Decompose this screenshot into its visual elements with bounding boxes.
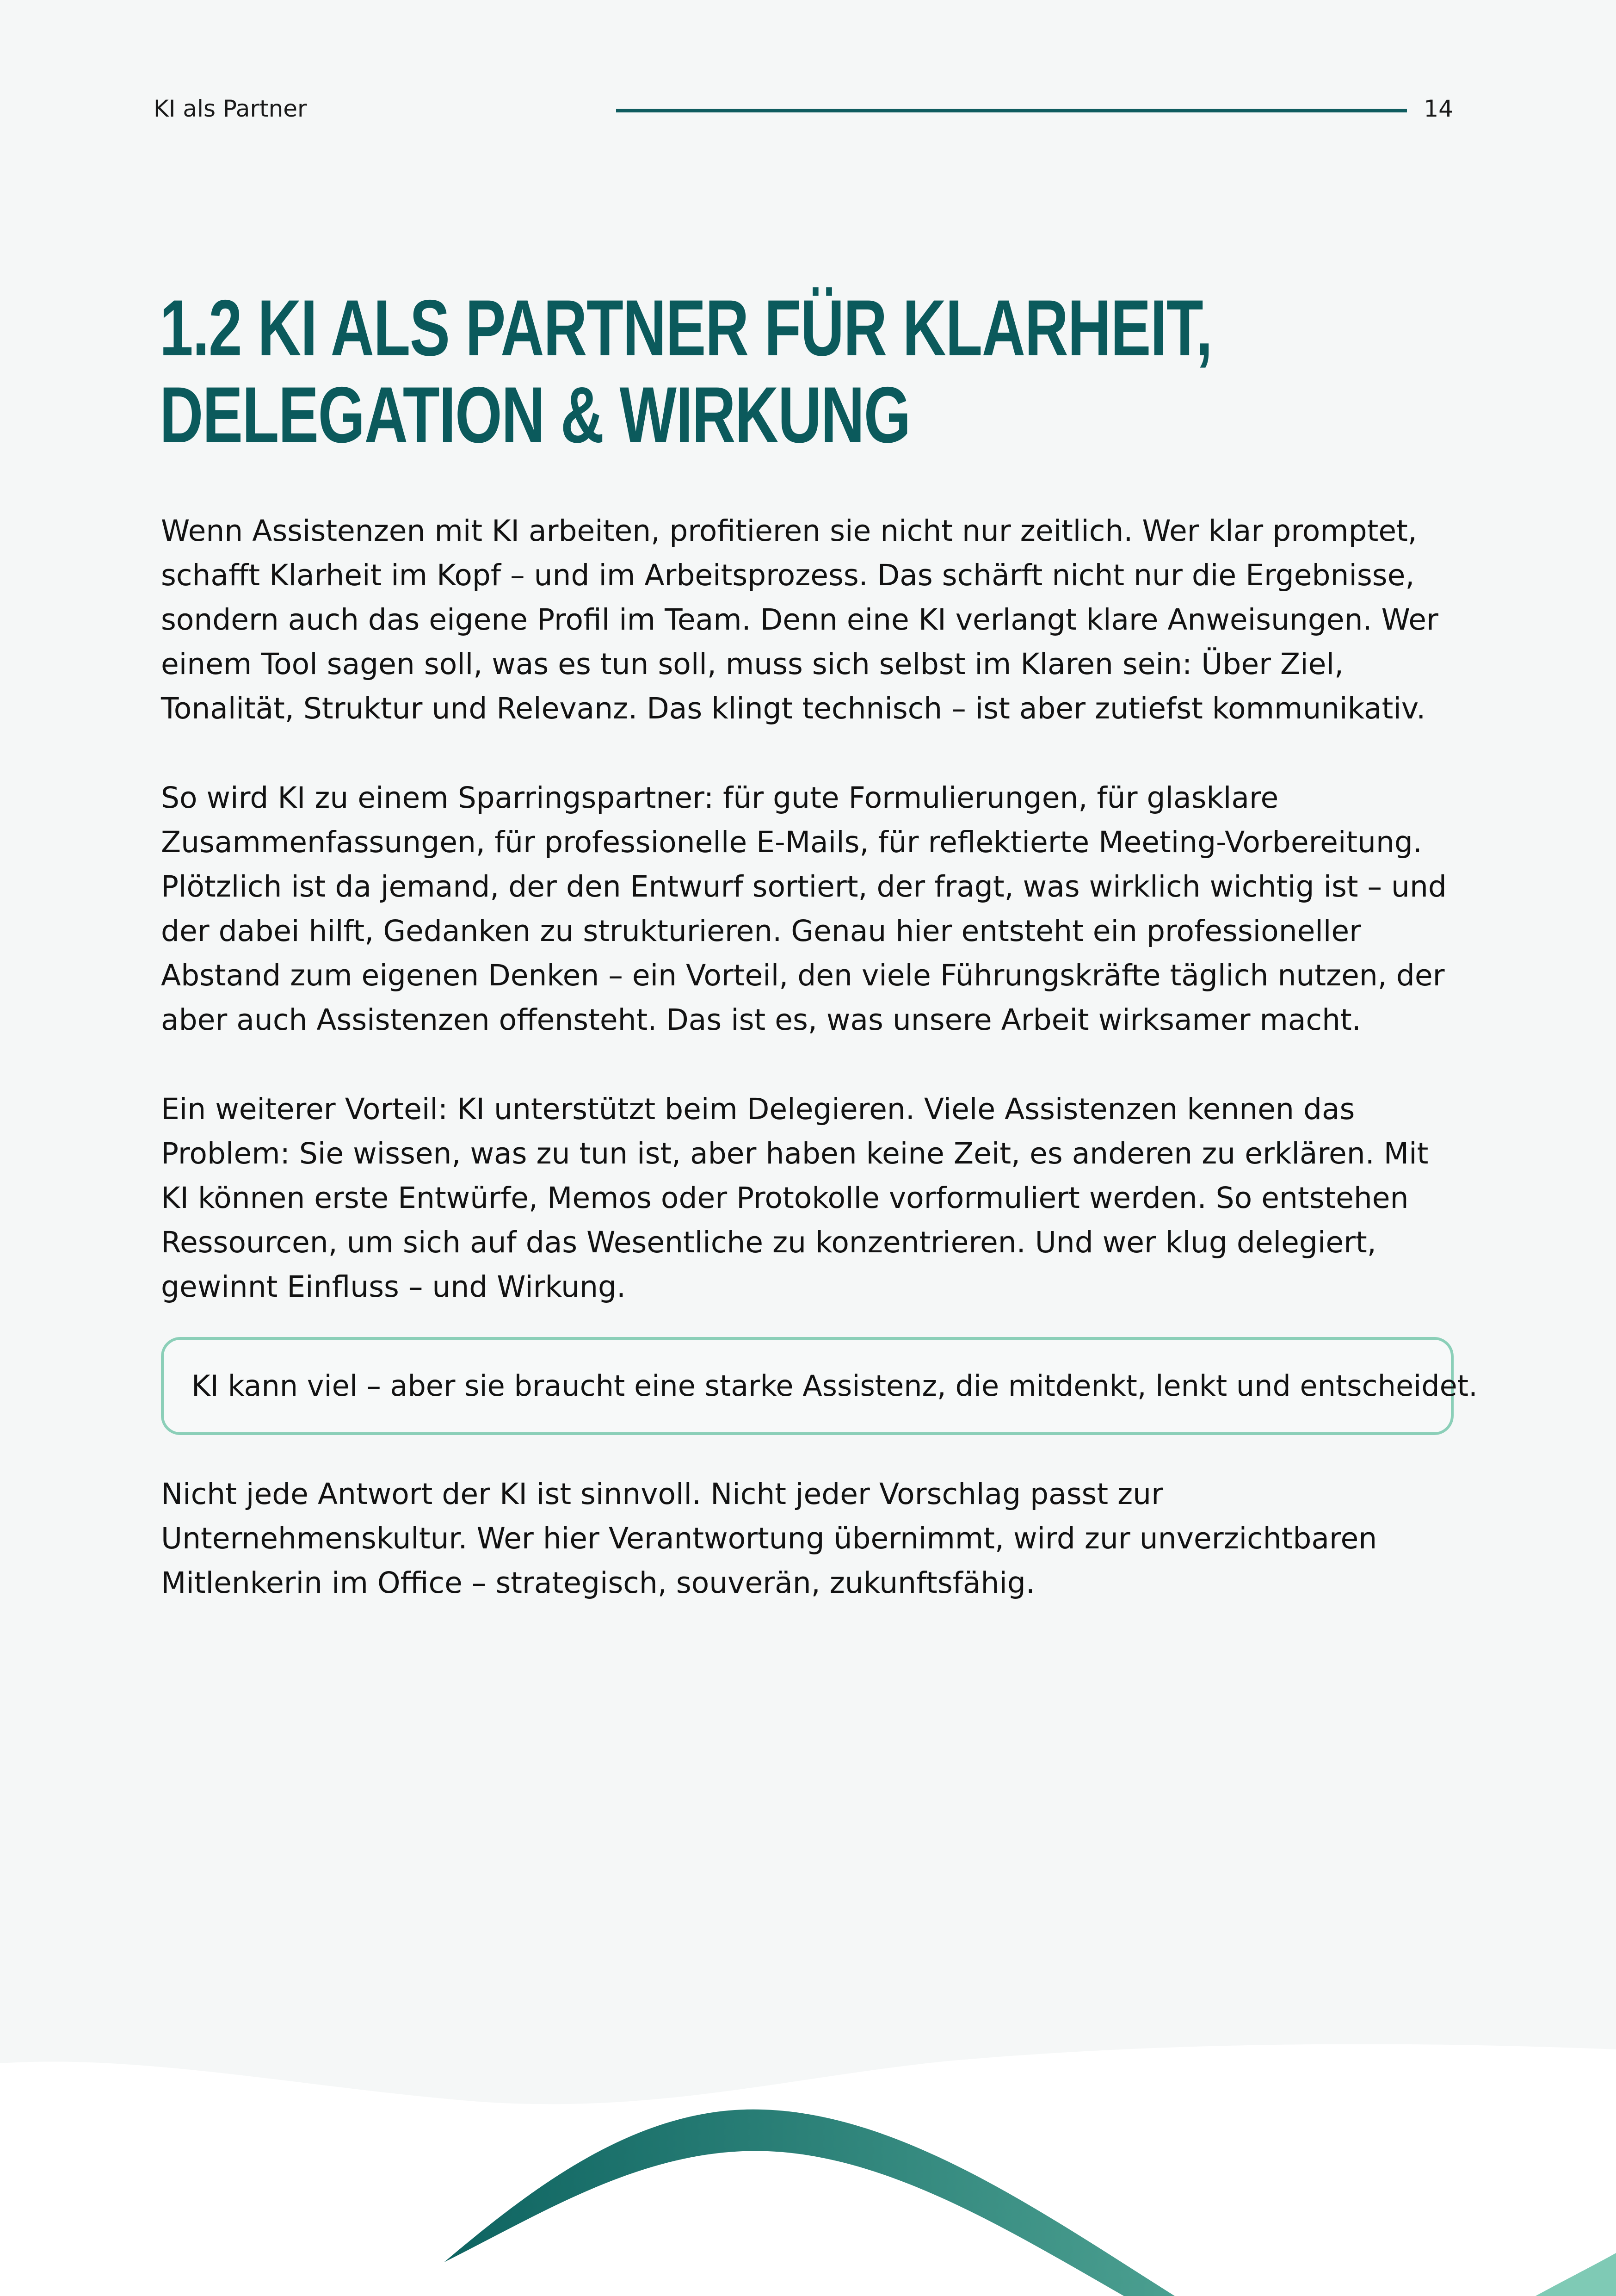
page-header xyxy=(154,93,1453,125)
page-number: 14 xyxy=(1424,95,1453,122)
header-divider xyxy=(616,109,1407,112)
paragraph-delegieren: Ein weiterer Vorteil: KI unterstützt beim Delegieren. Viele Assistenzen kennen das Problem: Sie wissen, was zu tun ist, aber haben keine Zeit, es anderen zu erklären. Mit KI können erste Entwürfe, Memos oder Protokolle vorformuliert werden. So entstehen Ressourcen, um sich auf das Wesentliche zu konzentrieren. Und wer klug delegiert, gewinnt Einfluss – und Wirkung. xyxy=(161,1092,1429,1304)
page-title: 1.2 KI ALS PARTNER FÜR KLARHEIT, DELEGATION & WIRKUNG xyxy=(160,284,1212,459)
paragraph-intro: Wenn Assistenzen mit KI arbeiten, profitieren sie nicht nur zeitlich. Wer klar promptet, schafft Klarheit im Kopf – und im Arbeitsprozess. Das schärft nicht nur die Ergebnisse, sondern auch das eigene Profil im Team. Denn eine KI verlangt klare Anweisungen. Wer einem Tool sagen soll, was es tun soll, muss sich selbst im Klaren sein: Über Ziel, Tonalität, Struktur und Relevanz. Das klingt technisch – ist aber zutiefst kommunikativ. xyxy=(161,514,1438,725)
paragraph-verantwortung: Nicht jede Antwort der KI ist sinnvoll. Nicht jeder Vorschlag passt zur Unternehmenskultur. Wer hier Verantwortung übernimmt, wird zur unverzichtbaren Mitlenkerin im Office – strategisch, souverän, zukunftsfähig. xyxy=(161,1477,1377,1600)
callout-text: KI kann viel – aber sie braucht eine starke Assistenz, die mitdenkt, lenkt und entscheidet. xyxy=(191,1369,1478,1403)
wave-background-shape xyxy=(0,2044,1616,2296)
decorative-wave xyxy=(0,2036,1616,2296)
paragraph-sparringspartner: So wird KI zu einem Sparringspartner: für gute Formulierungen, für glasklare Zusammenfassungen, für professionelle E-Mails, für reflektierte Meeting-Vorbereitung. Plötzlich ist da jemand, der den Entwurf sortiert, der fragt, was wirklich wichtig ist – und der dabei hilft, Gedanken zu strukturieren. Genau hier entsteht ein professioneller Abstand zum eigenen Denken – ein Vorteil, den viele Führungskräfte täglich nutzen, der aber auch Assistenzen offensteht. Das ist es, was unsere Arbeit wirksamer macht. xyxy=(161,781,1447,1037)
header-title: KI als Partner xyxy=(154,95,307,122)
main-content xyxy=(161,509,1478,1650)
callout-box xyxy=(161,1337,1478,1435)
